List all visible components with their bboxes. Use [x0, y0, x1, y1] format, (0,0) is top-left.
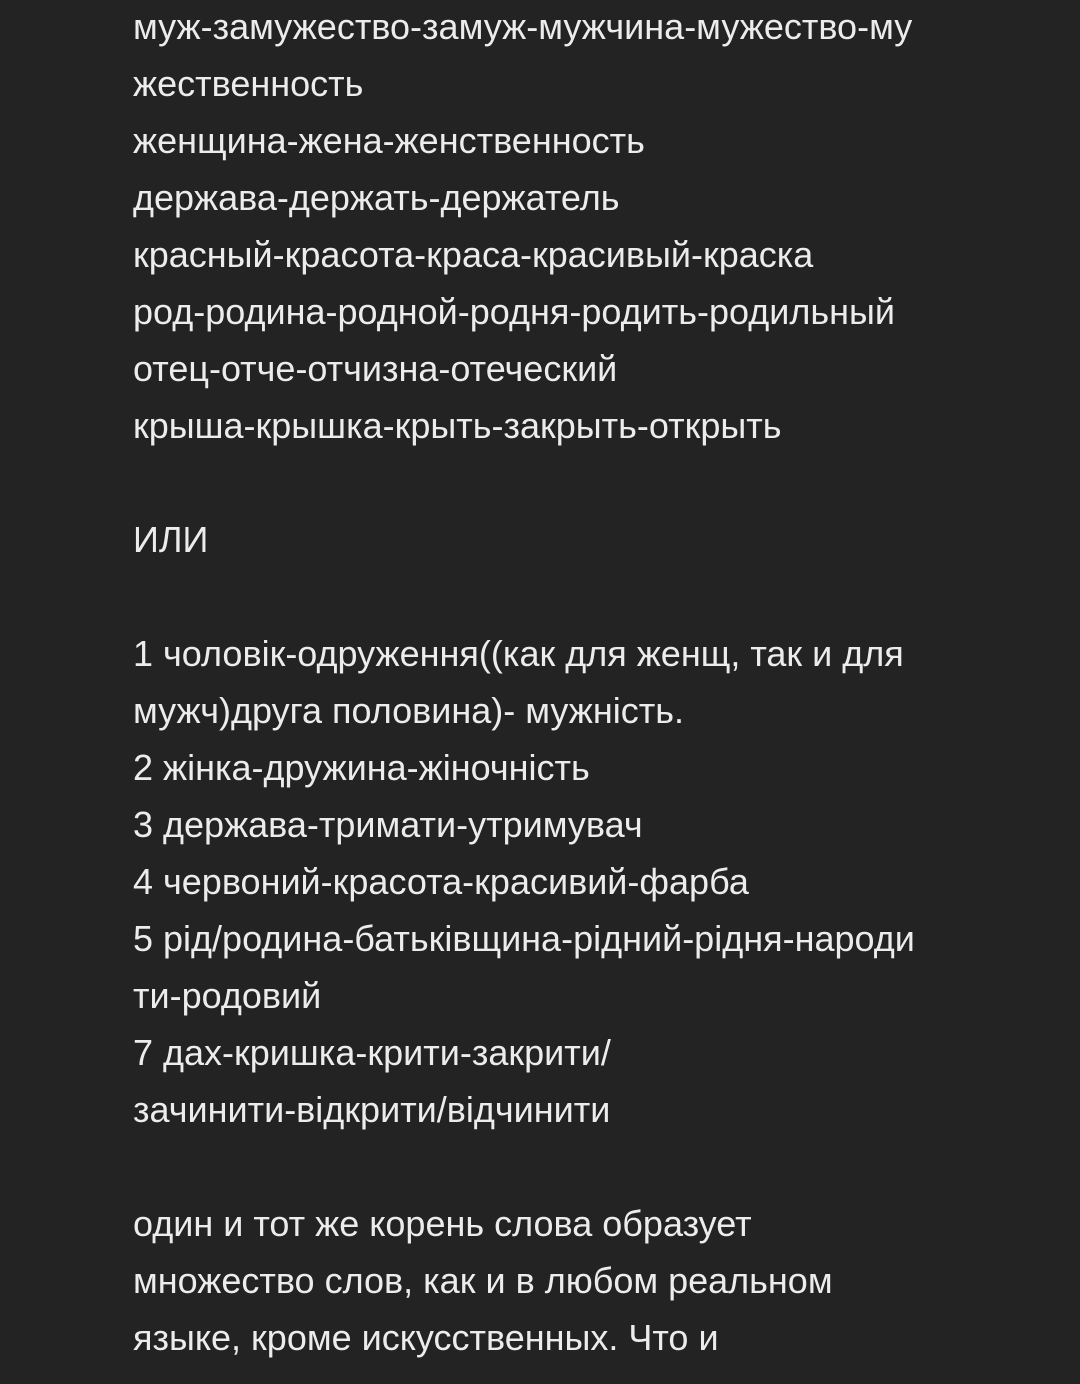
text-line: держава-держать-держатель [133, 177, 620, 218]
message-body [133, 0, 1013, 1366]
text-line: 3 держава-тримати-утримувач [133, 804, 643, 845]
text-line: 5 рід/родина-батьківщина-рідний-рідня-народи [133, 918, 915, 959]
text-line: красный-красота-краса-красивый-краска [133, 234, 814, 275]
text-line: 4 червоний-красота-красивий-фарба [133, 861, 749, 902]
text-line: крыша-крышка-крыть-закрыть-открыть [133, 405, 782, 446]
paragraph-spacer [133, 1138, 1013, 1195]
text-line: 7 дах-кришка-крити-закрити/ [133, 1032, 611, 1073]
text-line: жественность [133, 63, 364, 104]
text-line: 2 жінка-дружина-жіночність [133, 747, 590, 788]
paragraph-spacer [133, 454, 1013, 511]
paragraph-spacer [133, 568, 1013, 625]
text-line: ти-родовий [133, 975, 322, 1016]
text-line: языке, кроме искусственных. Что и [133, 1317, 719, 1358]
text-line: род-родина-родной-родня-родить-родильный [133, 291, 895, 332]
text-line: множество слов, как и в любом реальном [133, 1260, 833, 1301]
text-line: зачинити-відкрити/відчинити [133, 1089, 611, 1130]
text-line: женщина-жена-женственность [133, 120, 645, 161]
separator-text: ИЛИ [133, 519, 209, 560]
text-line: 1 чоловік-одруження((как для женщ, так и для [133, 633, 904, 674]
text-line: муж-замужество-замуж-мужчина-мужество-му [133, 6, 913, 47]
text-line: отец-отче-отчизна-отеческий [133, 348, 618, 389]
text-line: мужч)друга половина)- мужність. [133, 690, 685, 731]
text-line: один и тот же корень слова образует [133, 1203, 752, 1244]
